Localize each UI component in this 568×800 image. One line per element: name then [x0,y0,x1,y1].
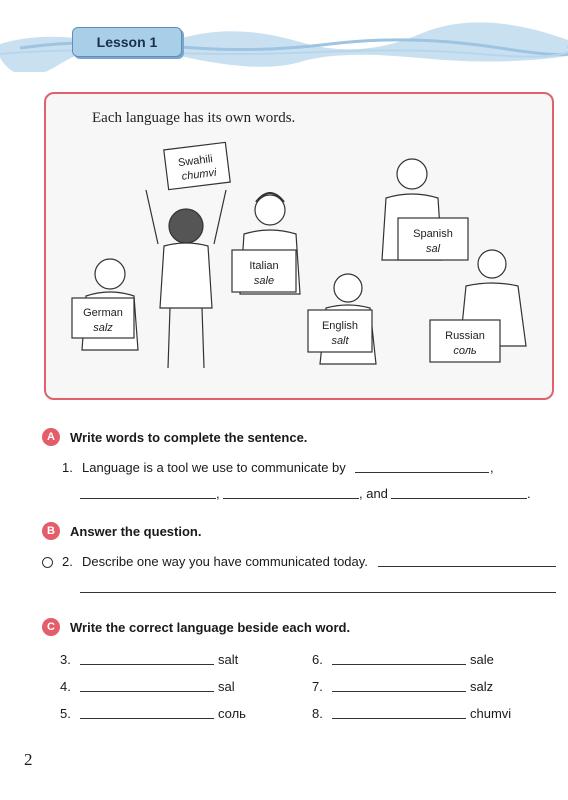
q1-comma-1: , [490,460,494,475]
sign-russian-word: соль [453,345,477,357]
sign-italian-language: Italian [249,260,279,272]
item-7-word: salz [470,679,494,694]
q1-text: Language is a tool we use to communicate by [82,460,346,475]
item-5-blank[interactable] [80,718,214,719]
section-c-badge: C [42,618,60,636]
sign-english-word: salt [331,335,349,347]
q1-blank-4[interactable] [391,498,527,499]
item-5-word: соль [218,706,246,721]
q1-and: , and [359,486,388,501]
sign-swahili-word: chumvi [181,166,218,183]
section-a-badge: A [42,428,60,446]
item-4-blank[interactable] [80,691,214,692]
item-3-number: 3. [60,652,71,667]
item-8-number: 8. [312,706,323,721]
section-a-title: Write words to complete the sentence. [70,430,308,445]
sign-italian-word: sale [253,275,275,287]
item-5-number: 5. [60,706,71,721]
item-7-number: 7. [312,679,323,694]
q2-number: 2. [62,554,73,569]
item-6-number: 6. [312,652,323,667]
item-6-blank[interactable] [332,664,466,665]
lesson-tab: Lesson 1 [72,27,182,57]
sign-german-word: salz [93,322,113,334]
sign-german-language: German [83,307,123,319]
q1-period: . [527,486,531,501]
sign-swahili-language: Swahili [177,153,214,170]
q2-text: Describe one way you have communicated today. [82,554,368,569]
q1-blank-3[interactable] [223,498,359,499]
sign-russian-language: Russian [445,330,485,342]
item-7-blank[interactable] [332,691,466,692]
page-number: 2 [24,750,33,769]
q1-number: 1. [62,460,73,475]
q1-comma-2: , [216,486,220,501]
child-swahili [146,190,226,368]
item-3-word: salt [218,652,239,667]
intro-text: Each language has its own words. [92,110,296,126]
item-6-word: sale [470,652,494,667]
q1-blank-1[interactable] [355,472,489,473]
item-8-blank[interactable] [332,718,466,719]
q1-blank-2[interactable] [80,498,216,499]
item-8-word: chumvi [470,706,512,721]
q2-blank-1[interactable] [378,566,556,567]
q2-radio[interactable] [42,557,53,568]
q2-blank-2[interactable] [80,592,556,593]
section-b-title: Answer the question. [70,524,202,539]
sign-english-language: English [321,320,359,332]
item-4-number: 4. [60,679,71,694]
illustration-panel [44,92,554,400]
sign-spanish-word: sal [425,243,441,255]
sign-spanish-language: Spanish [413,228,453,240]
section-b-badge: B [42,522,60,540]
section-c-title: Write the correct language beside each word. [70,620,351,635]
children-holding-signs-illustration [46,94,552,398]
item-4-word: sal [218,679,235,694]
item-3-blank[interactable] [80,664,214,665]
